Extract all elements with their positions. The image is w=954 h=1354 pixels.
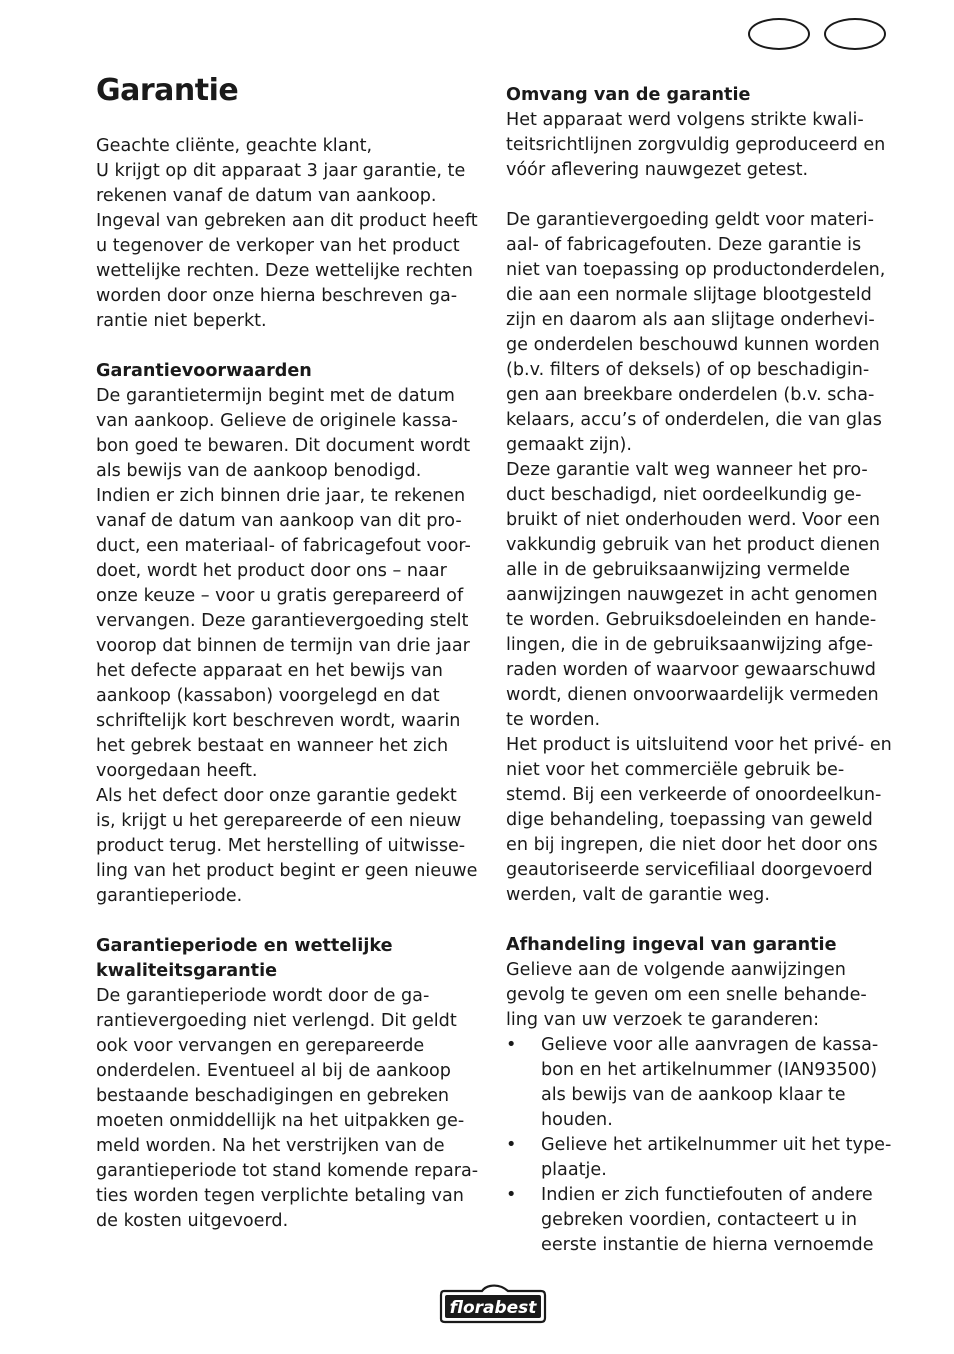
text-line: aanwijzingen nauwgezet in acht genomen xyxy=(506,585,878,605)
text-line: als bewijs van de aankoop benodigd. xyxy=(96,461,422,481)
text-line: moeten onmiddellijk na het uitpakken ge- xyxy=(96,1111,465,1131)
text-line: Deze garantie valt weg wanneer het pro- xyxy=(506,460,868,480)
text-line: gen aan breekbare onderdelen (b.v. scha- xyxy=(506,385,875,405)
text-line: als bewijs van de aankoop klaar te xyxy=(541,1085,846,1105)
text-line: worden door onze hierna beschreven ga- xyxy=(96,286,458,306)
text-line: onze keuze – voor u gratis gerepareerd of xyxy=(96,586,464,606)
text-line: Gelieve voor alle aanvragen de kassa- xyxy=(541,1035,879,1055)
bullet-icon: • xyxy=(506,1185,517,1205)
section-body-garantievoorwaarden xyxy=(96,384,481,909)
text-line: u tegenover de verkoper van het product xyxy=(96,236,460,256)
text-line: houden. xyxy=(541,1110,613,1130)
text-line: vervangen. Deze garantievergoeding stelt xyxy=(96,611,469,631)
text-line: alle in de gebruiksaanwijzing vermelde xyxy=(506,560,850,580)
text-line: garantieperiode. xyxy=(96,886,243,906)
section-heading-afhandeling: Afhandeling ingeval van garantie xyxy=(506,935,837,955)
florabest-logo xyxy=(438,1283,548,1325)
text-line: rantie niet beperkt. xyxy=(96,311,267,331)
text-line: product terug. Met herstelling of uitwisse- xyxy=(96,836,466,856)
text-line: raden worden of waarvoor gewaarschuwd xyxy=(506,660,876,680)
text-line: Het apparaat werd volgens strikte kwali- xyxy=(506,110,864,130)
list-item xyxy=(506,1183,891,1258)
text-line: zijn en daarom als aan slijtage onderhevi- xyxy=(506,310,875,330)
text-line: gemaakt zijn). xyxy=(506,435,632,455)
text-line: De garantievergoeding geldt voor materi- xyxy=(506,210,874,230)
text-line: ling van uw verzoek te garanderen: xyxy=(506,1010,820,1030)
text-line: voorop dat binnen de termijn van drie jaar xyxy=(96,636,470,656)
text-line: te worden. Gebruiksdoeleinden en hande- xyxy=(506,610,877,630)
text-line: die aan een normale slijtage blootgesteld xyxy=(506,285,872,305)
text-line: eerste instantie de hierna vernoemde xyxy=(541,1235,874,1255)
text-line: Indien er zich binnen drie jaar, te rekenen xyxy=(96,486,466,506)
text-line: Ingeval van gebreken aan dit product heeft xyxy=(96,211,478,231)
text-line: bon en het artikelnummer (IAN93500) xyxy=(541,1060,878,1080)
text-line: gevolg te geven om een snelle behande- xyxy=(506,985,867,1005)
text-line: ling van het product begint er geen nieuwe xyxy=(96,861,478,881)
logo-text: florabest xyxy=(449,1298,537,1318)
text-line: werden, valt de garantie weg. xyxy=(506,885,770,905)
text-line: voorgedaan heeft. xyxy=(96,761,258,781)
page-title: Garantie xyxy=(96,73,239,108)
text-line: Geachte cliënte, geachte klant, xyxy=(96,136,373,156)
text-line: aal- of fabricagefouten. Deze garantie is xyxy=(506,235,862,255)
text-line: garantieperiode tot stand komende repara- xyxy=(96,1161,479,1181)
text-line: Indien er zich functiefouten of andere xyxy=(541,1185,873,1205)
text-line: Gelieve aan de volgende aanwijzingen xyxy=(506,960,846,980)
text-line: doet, wordt het product door ons – naar xyxy=(96,561,447,581)
text-line: is, krijgt u het gerepareerde of een nieuw xyxy=(96,811,462,831)
text-line: teitsrichtlijnen zorgvuldig geproduceerd en xyxy=(506,135,886,155)
text-line: Gelieve het artikelnummer uit het type- xyxy=(541,1135,892,1155)
section-body-afhandeling xyxy=(506,958,891,1033)
text-line: dige behandeling, toepassing van geweld xyxy=(506,810,873,830)
left-column xyxy=(96,134,481,1234)
text-line: ties worden tegen verplichte betaling van xyxy=(96,1186,464,1206)
text-line: bestaande beschadigingen en gebreken xyxy=(96,1086,450,1106)
section-heading-garantieperiode: Garantieperiode en wettelijke xyxy=(96,936,393,956)
text-line: geautoriseerde servicefiliaal doorgevoerd xyxy=(506,860,873,880)
text-line: rantievergoeding niet verlengd. Dit geldt xyxy=(96,1011,457,1031)
text-line: aankoop (kassabon) voorgelegd en dat xyxy=(96,686,440,706)
text-line: duct, een materiaal- of fabricagefout voor- xyxy=(96,536,471,556)
section-body-garantieperiode xyxy=(96,984,481,1234)
text-line: stemd. Bij een verkeerde of onoordeelkun- xyxy=(506,785,882,805)
text-line: wordt, dienen onvoorwaardelijk vermeden xyxy=(506,685,879,705)
text-line: ge onderdelen beschouwd kunnen worden xyxy=(506,335,880,355)
right-column xyxy=(506,83,891,1258)
text-line: meld worden. Na het verstrijken van de xyxy=(96,1136,445,1156)
text-line: Het product is uitsluitend voor het privé- en xyxy=(506,735,892,755)
text-line: bruikt of niet onderhouden werd. Voor een xyxy=(506,510,880,530)
language-badge-oval xyxy=(824,18,886,50)
text-line: rekenen vanaf de datum van aankoop. xyxy=(96,186,437,206)
text-line: kelaars, accu’s of onderdelen, die van glas xyxy=(506,410,882,430)
text-line: te worden. xyxy=(506,710,601,730)
text-line: plaatje. xyxy=(541,1160,607,1180)
section-heading-garantievoorwaarden: Garantievoorwaarden xyxy=(96,361,312,381)
text-line: en bij ingrepen, die niet door het door ons xyxy=(506,835,878,855)
bullet-icon: • xyxy=(506,1035,517,1055)
text-line: de kosten uitgevoerd. xyxy=(96,1211,289,1231)
text-line: bon goed te bewaren. Dit document wordt xyxy=(96,436,471,456)
text-line: niet van toepassing op productonderdelen, xyxy=(506,260,886,280)
text-line: vóór aflevering nauwgezet getest. xyxy=(506,160,809,180)
text-line: De garantietermijn begint met de datum xyxy=(96,386,455,406)
section-heading-garantieperiode: kwaliteitsgarantie xyxy=(96,961,278,981)
text-line: het gebrek bestaat en wanneer het zich xyxy=(96,736,449,756)
list-item xyxy=(506,1033,891,1133)
text-line: vakkundig gebruik van het product dienen xyxy=(506,535,881,555)
text-line: onderdelen. Eventueel al bij de aankoop xyxy=(96,1061,451,1081)
text-line: het defecte apparaat en het bewijs van xyxy=(96,661,443,681)
text-line: (b.v. filters of deksels) of op beschadigin- xyxy=(506,360,870,380)
text-line: gebreken voordien, contacteert u in xyxy=(541,1210,858,1230)
text-line: lingen, die in de gebruiksaanwijzing afge- xyxy=(506,635,873,655)
text-line: wettelijke rechten. Deze wettelijke rechten xyxy=(96,261,473,281)
bullet-icon: • xyxy=(506,1135,517,1155)
text-line: U krijgt op dit apparaat 3 jaar garantie, te xyxy=(96,161,466,181)
language-badges xyxy=(748,18,886,50)
text-line: ook voor vervangen en gerepareerde xyxy=(96,1036,425,1056)
section-heading-omvang: Omvang van de garantie xyxy=(506,85,751,105)
text-line: duct beschadigd, niet oordeelkundig ge- xyxy=(506,485,862,505)
text-line: Als het defect door onze garantie gedekt xyxy=(96,786,457,806)
section-body-omvang xyxy=(506,108,891,908)
text-line: niet voor het commerciële gebruik be- xyxy=(506,760,845,780)
text-line: van aankoop. Gelieve de originele kassa- xyxy=(96,411,458,431)
intro-text xyxy=(96,134,481,334)
text-line: vanaf de datum van aankoop van dit pro- xyxy=(96,511,462,531)
list-item xyxy=(506,1133,891,1183)
text-line: schriftelijk kort beschreven wordt, waarin xyxy=(96,711,461,731)
language-badge-oval xyxy=(748,18,810,50)
text-line: De garantieperiode wordt door de ga- xyxy=(96,986,430,1006)
